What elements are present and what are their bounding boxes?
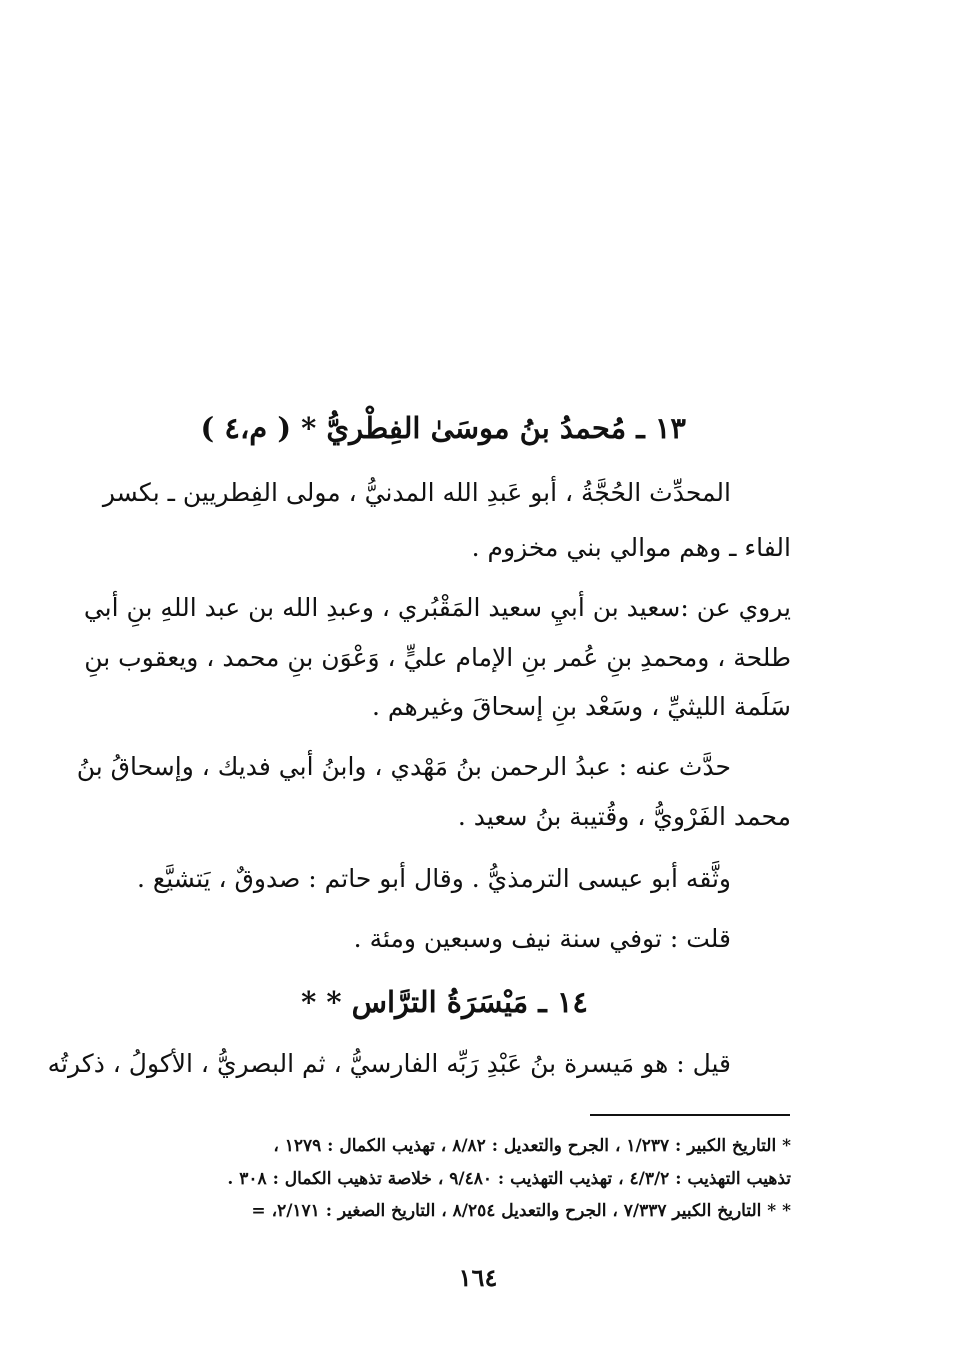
page-number: ١٦٤ [458,1263,498,1292]
entry-13-narrates-line-2: طلحة ، ومحمدِ بنِ عُمر بنِ الإمام عليٍّ ، وَعْوَن بنِ محمد ، ويعقوب بنِ [84,643,791,672]
entry-13-narrates-line-1: يروي عن :سعيد بن أبيِ سعيد المَقْبُري ، وعبدِ الله بن عبد اللهِ بنِ أبي [83,593,791,622]
entry-13-grading: وثَّقه أبو عيسى الترمذيُّ . وقال أبو حاتم : صدوقٌ ، يَتشيَّع . [137,864,731,893]
footnote-line-2: تذهيب التهذيب : ٤/٣/٢ ، تهذيب التهذيب : ٩/٤٨٠ ، خلاصة تذهيب الكمال : ٣٠٨ . [227,1169,791,1189]
entry-13-heading: ١٣ ـ مُحمدُ بنُ موسَىٰ الفِطْريُّ * ( م،٤ ) [200,411,686,445]
entry-13-students-line-1: حدَّث عنه : عبدُ الرحمن بنُ مَهْدي ، وابنُ أبي فديك ، وإسحاقُ بنُ [76,752,731,781]
footnote-line-1: * التاريخ الكبير : ١/٢٣٧ ، الجرح والتعديل : ٨/٨٢ ، تهذيب الكمال : ١٢٧٩ ، [273,1136,791,1156]
entry-14-heading: ١٤ ـ مَيْسَرَةُ الترَّاس * * [301,985,588,1019]
footnote-separator [590,1114,790,1116]
entry-13-bio-line-1: المحدِّث الحُجَّةُ ، أبو عَبدِ الله المدنيُّ ، مولى الفِطريين ـ بكسر [102,478,731,507]
entry-13-students-line-2: محمد الفَرْويُّ ، وقُتيبة بنُ سعيد . [457,802,791,831]
entry-14-line-1: قيل : هو مَيسرة بنُ عَبْدِ رَبِّه الفارسيُّ ، ثم البصريُّ ، الأكولُ ، ذكرتُه [47,1049,731,1078]
footnote-line-3: * * التاريخ الكبير ٧/٣٣٧ ، الجرح والتعديل ٨/٢٥٤ ، التاريخ الصغير : ٢/١٧١، = [251,1201,791,1221]
entry-13-bio-line-2: الفاء ـ وهم موالي بني مخزوم . [471,533,791,562]
entry-13-narrates-line-3: سَلَمة الليثيِّ ، وسَعْد بنِ إسحاقَ وغيرهم . [371,692,791,721]
entry-13-note: قلت : توفي سنة نيف وسبعين ومئة . [353,924,731,953]
